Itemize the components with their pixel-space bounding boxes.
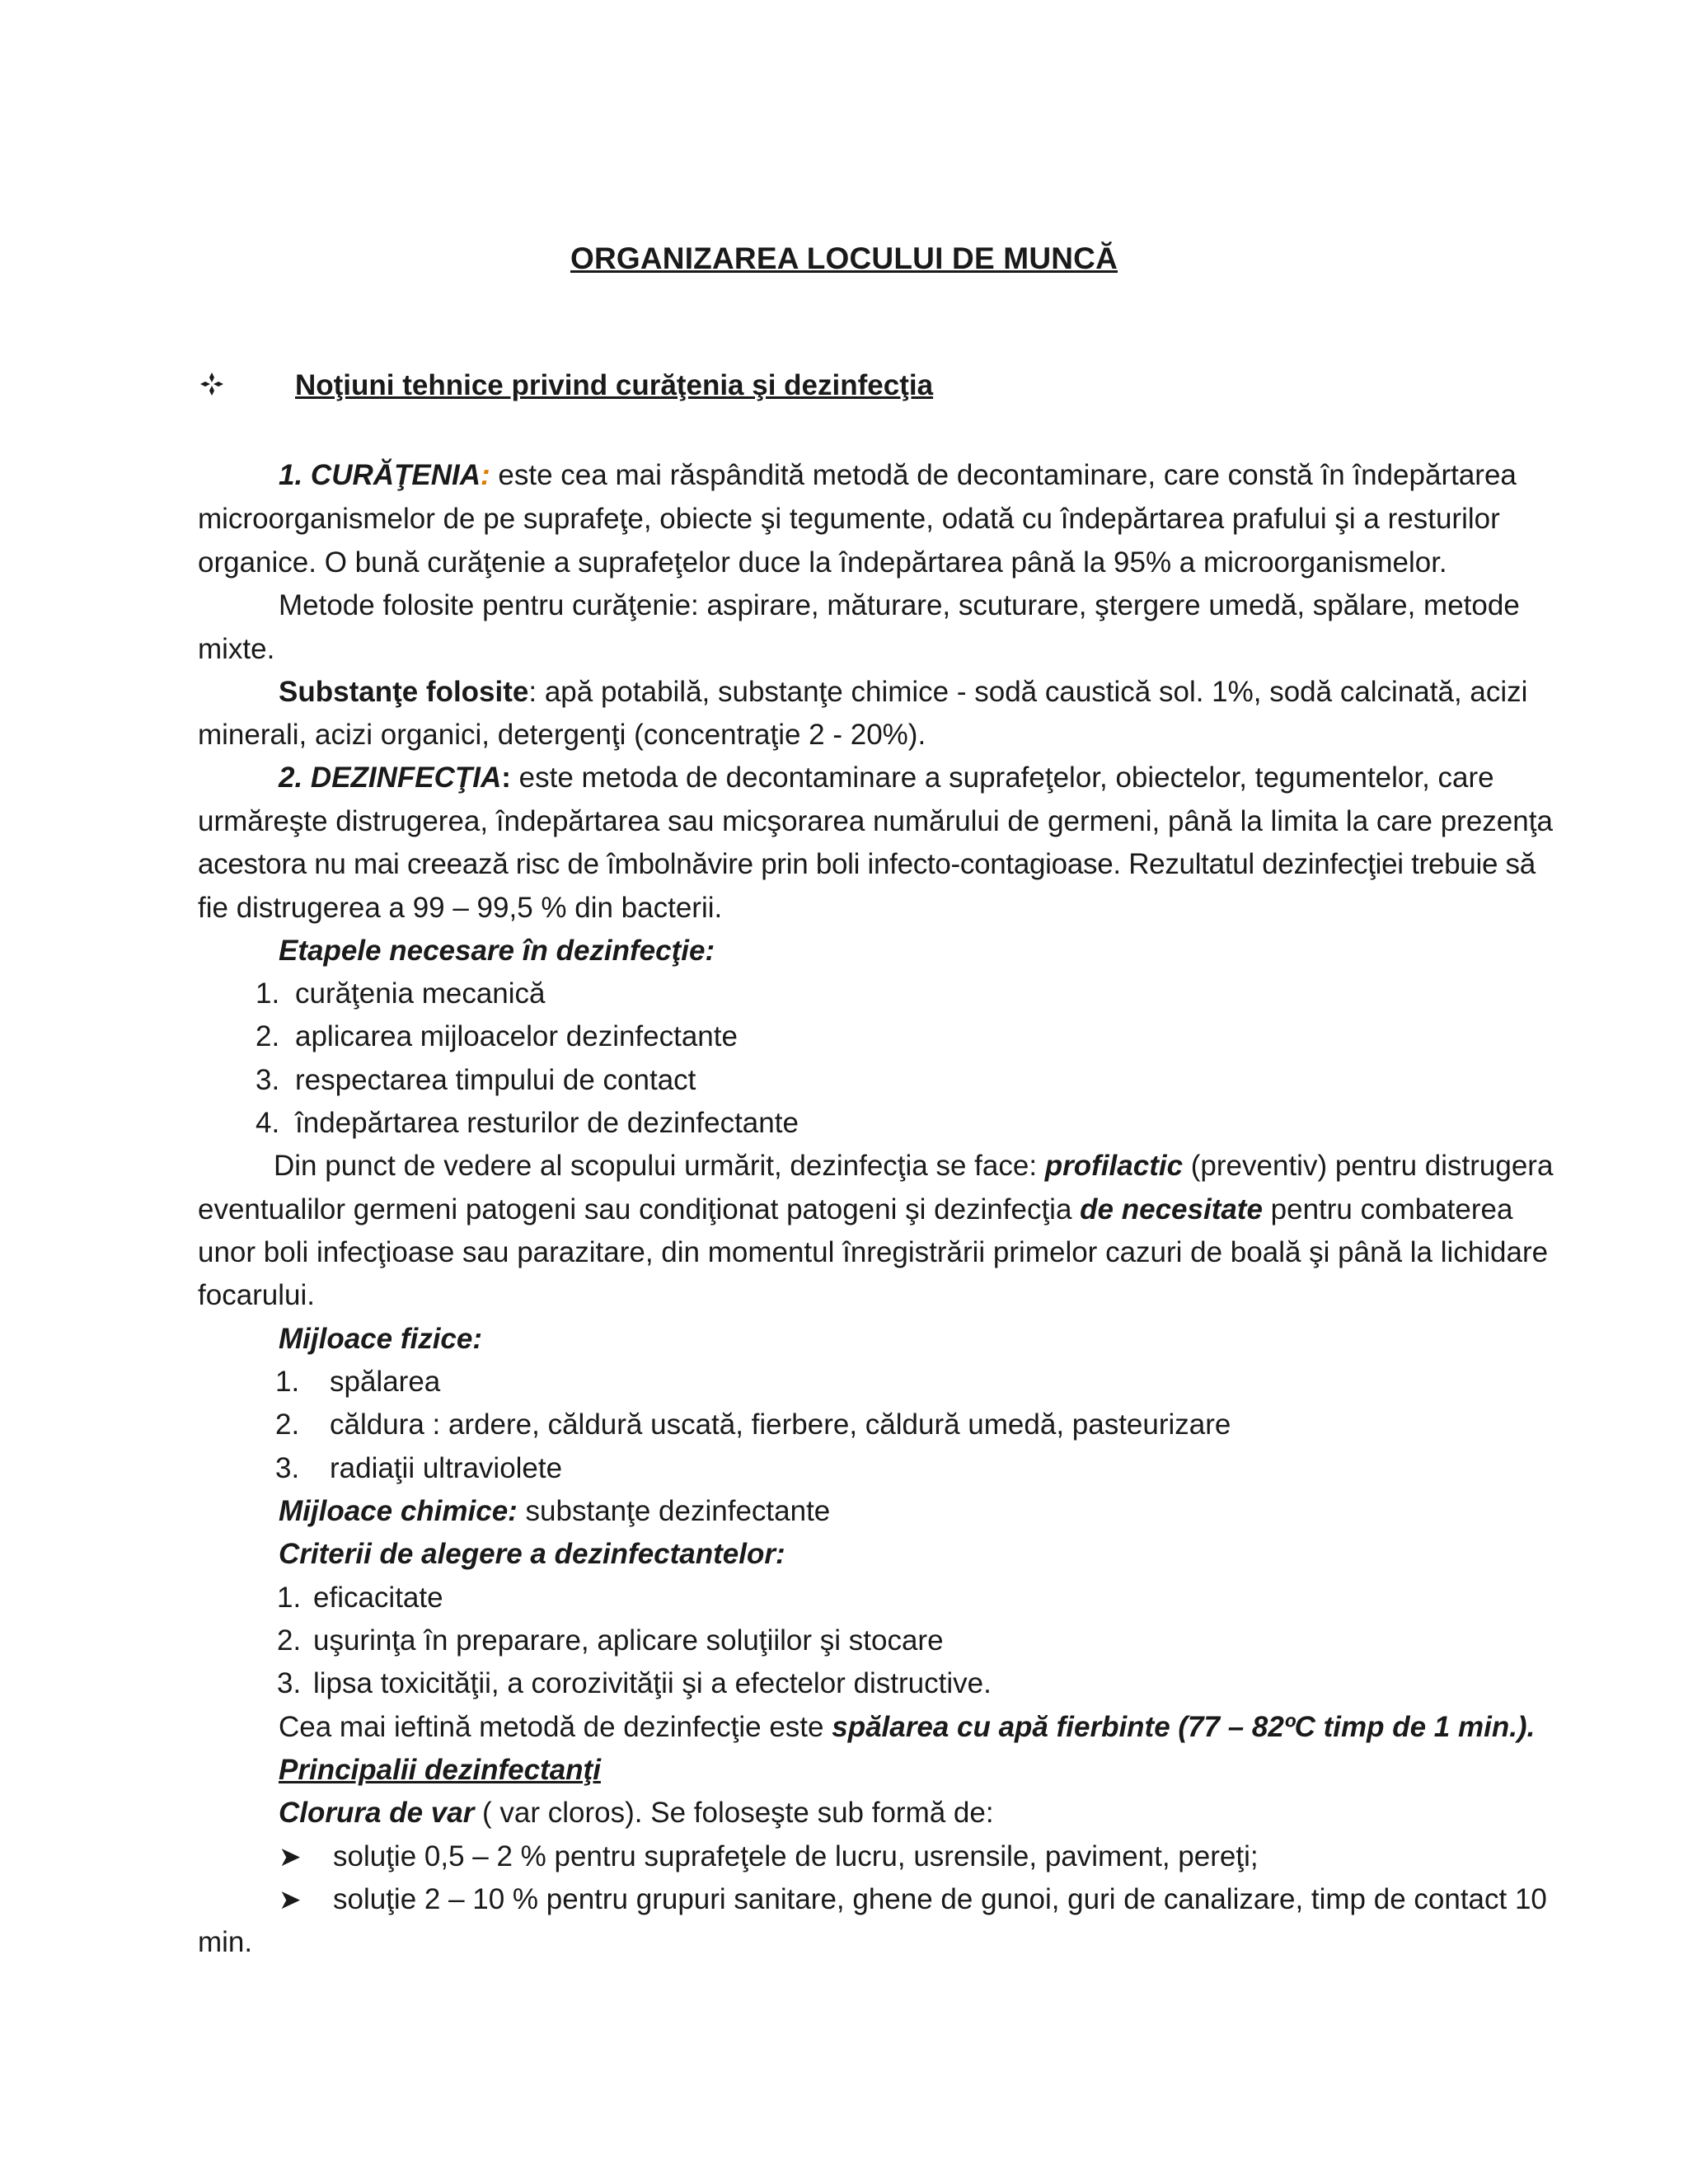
- section-heading: Noţiuni tehnice privind curăţenia şi dezinfecţia: [295, 369, 934, 401]
- list-item: 1. spălarea: [275, 1366, 441, 1398]
- chimice-heading: Mijloace chimice:: [279, 1495, 518, 1527]
- min-line: min.: [198, 1926, 253, 1958]
- profilactic-term: profilactic: [1044, 1150, 1184, 1182]
- arrow-bullet-icon: ➤: [279, 1884, 302, 1915]
- metode-line-1: Metode folosite pentru curăţenie: aspirare, măturare, scuturare, ştergere umedă, spălare, metode: [279, 589, 1520, 621]
- list-item: 4. îndepărtarea resturilor de dezinfectante: [256, 1107, 799, 1139]
- list-item: 3. respectarea timpului de contact: [256, 1064, 696, 1096]
- scop-line-2: eventualilor germeni patogeni sau condiţionat patogeni şi dezinfecţia de necesitate pentru combaterea: [198, 1193, 1513, 1226]
- fizice-heading: Mijloace fizice:: [279, 1323, 483, 1355]
- curatenia-line-3: organice. O bună curăţenie a suprafeţelor duce la îndepărtarea până la 95% a microorganismelor.: [198, 546, 1447, 579]
- substante-line-1: [279, 674, 1528, 710]
- dezinfectia-colon: :: [501, 762, 511, 794]
- necesitate-term: de necesitate: [1080, 1193, 1263, 1226]
- clorura-row: Clorura de var ( var cloros). Se foloseşte sub formă de:: [279, 1797, 994, 1829]
- curatenia-line-1: [279, 457, 1517, 494]
- list-item: 1. eficacitate: [277, 1582, 443, 1614]
- dezinfectia-line-1: [279, 760, 1494, 796]
- dezinfectia-line-4: fie distrugerea a 99 – 99,5 % din bacterii.: [198, 892, 723, 924]
- scop-line-3: unor boli infecţioase sau parazitare, din momentul înregistrării primelor cazuri de boală şi până la lichidare: [198, 1236, 1549, 1268]
- list-item: 2. aplicarea mijloacelor dezinfectante: [256, 1020, 738, 1052]
- dezinfectia-line-3: acestora nu mai creează risc de îmbolnăvire prin boli infecto-contagioase. Rezultatul dezinfecţiei trebuie să: [198, 848, 1536, 880]
- curatenia-label: 1. CURĂŢENIA: [279, 459, 481, 491]
- metode-line-2: mixte.: [198, 633, 275, 665]
- curatenia-line-2: microorganismelor de pe suprafeţe, obiecte şi tegumente, odată cu îndepărtarea prafului şi a resturilor: [198, 503, 1500, 535]
- dezinfectia-text-1: este metoda de decontaminare a suprafeţelor, obiectelor, tegumentelor, care: [510, 762, 1494, 794]
- substante-label: Substanţe folosite: [279, 676, 529, 708]
- list-item: 1. curăţenia mecanică: [256, 977, 546, 1010]
- scop-line-1: Din punct de vedere al scopului urmărit, dezinfecţia se face: profilactic (preventiv) pentru distrugera: [274, 1150, 1554, 1182]
- ieftina-method: spălarea cu apă fierbinte (77 – 82ºC timp de 1 min.).: [832, 1711, 1536, 1743]
- list-item: 2. uşurinţa în preparare, aplicare soluţiilor şi stocare: [277, 1624, 944, 1657]
- ieftina-row: Cea mai ieftină metodă de dezinfecţie este spălarea cu apă fierbinte (77 – 82ºC timp de 1 min.).: [279, 1711, 1536, 1743]
- criterii-heading: Criterii de alegere a dezinfectantelor:: [279, 1538, 785, 1570]
- list-item: ➤ soluţie 0,5 – 2 % pentru suprafeţele de lucru, usrensile, paviment, pereţi;: [279, 1839, 1688, 1875]
- list-item: ➤ soluţie 2 – 10 % pentru grupuri sanitare, ghene de gunoi, guri de canalizare, timp de contact 10: [279, 1882, 1478, 1918]
- curatenia-text-1: este cea mai răspândită metodă de decontaminare, care constă în îndepărtarea: [490, 459, 1517, 491]
- principalii-heading: Principalii dezinfectanţi: [279, 1754, 601, 1786]
- dezinfectia-line-2: urmăreşte distrugerea, îndepărtarea sau micşorarea numărului de germeni, până la limita la care prezenţa: [198, 805, 1553, 837]
- chimice-row: Mijloace chimice: substanţe dezinfectante: [279, 1495, 831, 1527]
- list-item: 2. căldura : ardere, căldură uscată, fierbere, căldură umedă, pasteurizare: [275, 1408, 1231, 1441]
- dezinfectia-label: 2. DEZINFECŢIA: [279, 762, 502, 794]
- arrow-bullet-icon: ➤: [279, 1841, 302, 1872]
- substante-line-2: minerali, acizi organici, detergenţi (concentraţie 2 - 20%).: [198, 719, 926, 751]
- scop-line-4: focarului.: [198, 1279, 316, 1311]
- list-item: 3. lipsa toxicităţii, a corozivităţii şi a efectelor distructive.: [277, 1667, 992, 1699]
- clorura-label: Clorura de var: [279, 1797, 475, 1829]
- diamond-four-icon: [199, 369, 224, 405]
- list-item: 3. radiaţii ultraviolete: [275, 1452, 563, 1484]
- curatenia-colon: :: [481, 459, 490, 491]
- page-title: ORGANIZAREA LOCULUI DE MUNCĂ: [570, 241, 1118, 275]
- substante-text-1: : apă potabilă, substanţe chimice - sodă caustică sol. 1%, sodă calcinată, acizi: [528, 676, 1528, 708]
- etape-heading: Etapele necesare în dezinfecţie:: [279, 935, 715, 967]
